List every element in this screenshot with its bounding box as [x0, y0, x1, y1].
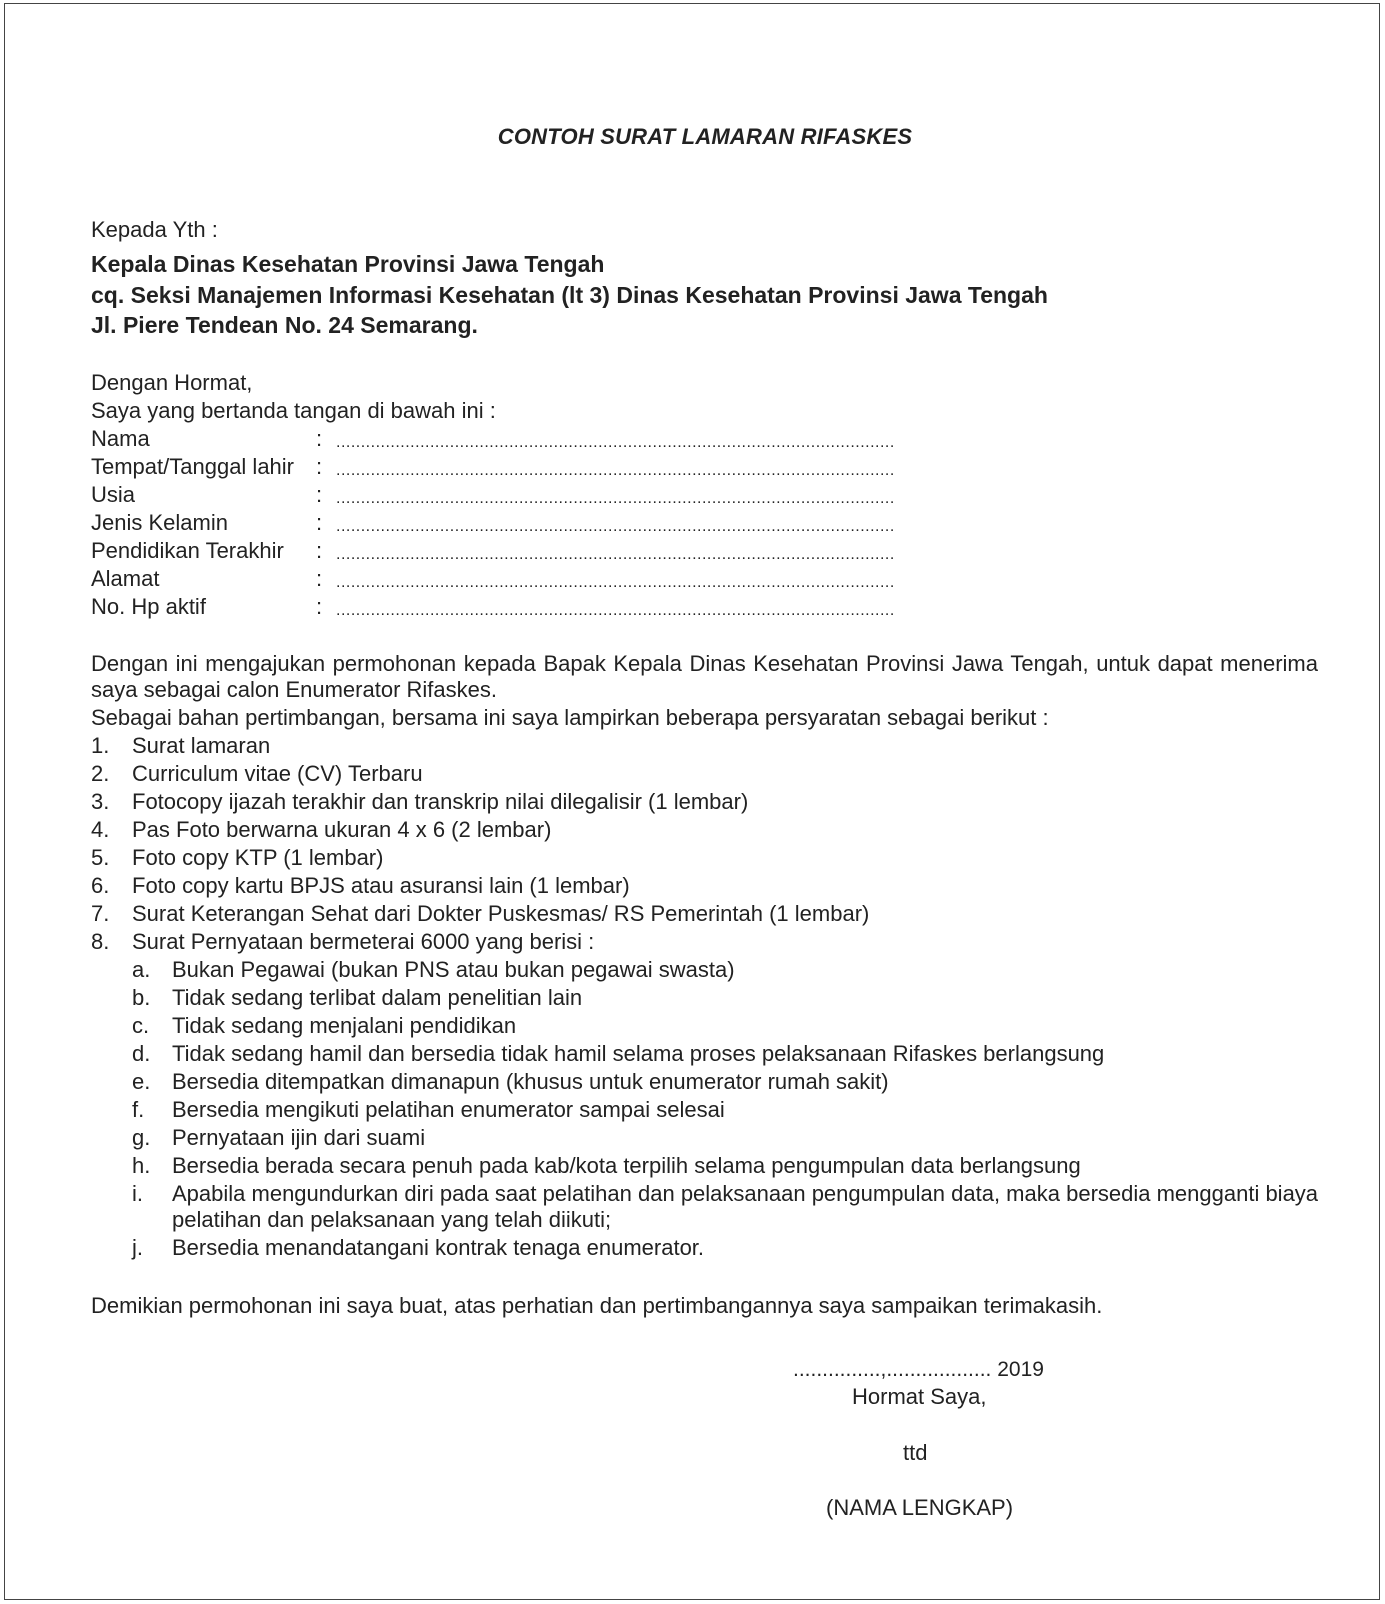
sublist-item: Pernyataan ijin dari suami [172, 1125, 426, 1150]
sublist-item-continuation: pelatihan dan pelaksanaan yang telah diikuti; [172, 1207, 612, 1232]
list-item: Foto copy kartu BPJS atau asuransi lain (1 lembar) [132, 873, 630, 898]
list-item: Surat lamaran [132, 733, 271, 758]
field-blank-alamat: ................................................................................................................. [336, 574, 895, 591]
field-colon: : [316, 594, 323, 619]
field-label-jenis-kelamin: Jenis Kelamin [91, 510, 228, 535]
field-blank-usia: ................................................................................................................. [336, 490, 895, 507]
recipient-line-2: cq. Seksi Manajemen Informasi Kesehatan (lt 3) Dinas Kesehatan Provinsi Jawa Tengah [91, 282, 1048, 308]
field-colon: : [316, 482, 323, 507]
field-colon: : [316, 510, 323, 535]
list-item-number: 6. [91, 873, 110, 898]
sublist-item: Bersedia ditempatkan dimanapun (khusus untuk enumerator rumah sakit) [172, 1069, 889, 1094]
field-blank-jenis-kelamin: ................................................................................................................. [336, 518, 895, 535]
sublist-item-letter: j. [132, 1235, 143, 1260]
sublist-item: Bersedia mengikuti pelatihan enumerator sampai selesai [172, 1097, 725, 1122]
field-label-tempat-tanggal-lahir: Tempat/Tanggal lahir [91, 454, 295, 479]
closing-line: Demikian permohonan ini saya buat, atas perhatian dan pertimbangannya saya sampaikan terimakasih. [91, 1293, 1103, 1318]
list-item: Surat Keterangan Sehat dari Dokter Puskesmas/ RS Pemerintah (1 lembar) [132, 901, 870, 926]
sublist-item-letter: g. [132, 1125, 151, 1150]
field-colon: : [316, 566, 323, 591]
sublist-item: Bersedia menandatangani kontrak tenaga enumerator. [172, 1235, 705, 1260]
field-colon: : [316, 426, 323, 451]
list-item: Surat Pernyataan bermeterai 6000 yang berisi : [132, 929, 595, 954]
sublist-item-letter: b. [132, 985, 151, 1010]
sublist-item: Apabila mengundurkan diri pada saat pelatihan dan pelaksanaan pengumpulan data, maka bersedia mengganti biaya [172, 1181, 1319, 1206]
intro-line: Saya yang bertanda tangan di bawah ini : [91, 398, 496, 423]
sublist-item-letter: e. [132, 1069, 151, 1094]
field-colon: : [316, 454, 323, 479]
signature-name: (NAMA LENGKAP) [826, 1495, 1014, 1520]
recipient-line-1: Kepala Dinas Kesehatan Provinsi Jawa Tengah [91, 251, 605, 277]
attachments-intro: Sebagai bahan pertimbangan, bersama ini saya lampirkan beberapa persyaratan sebagai berikut : [91, 705, 1049, 730]
field-colon: : [316, 538, 323, 563]
list-item-number: 8. [91, 929, 110, 954]
sublist-item: Tidak sedang menjalani pendidikan [172, 1013, 517, 1038]
field-label-usia: Usia [91, 482, 136, 507]
list-item-number: 2. [91, 761, 110, 786]
field-blank-nama: ................................................................................................................. [336, 434, 895, 451]
field-blank-no-hp: ................................................................................................................. [336, 602, 895, 619]
sublist-item: Tidak sedang terlibat dalam penelitian lain [172, 985, 583, 1010]
sublist-item-letter: c. [132, 1013, 150, 1038]
field-label-alamat: Alamat [91, 566, 160, 591]
sublist-item-letter: h. [132, 1153, 151, 1178]
list-item-number: 7. [91, 901, 110, 926]
sublist-item: Bersedia berada secara penuh pada kab/kota terpilih selama pengumpulan data berlangsung [172, 1153, 1081, 1178]
list-item: Pas Foto berwarna ukuran 4 x 6 (2 lembar) [132, 817, 552, 842]
field-label-no-hp: No. Hp aktif [91, 594, 206, 619]
list-item-number: 4. [91, 817, 110, 842]
sublist-item: Bukan Pegawai (bukan PNS atau bukan pegawai swasta) [172, 957, 735, 982]
greeting: Dengan Hormat, [91, 370, 253, 395]
sublist-item-letter: f. [132, 1097, 145, 1122]
signature-regards: Hormat Saya, [852, 1384, 987, 1409]
sublist-item-letter: d. [132, 1041, 151, 1066]
field-label-pendidikan-terakhir: Pendidikan Terakhir [91, 538, 284, 563]
sublist-item: Tidak sedang hamil dan bersedia tidak hamil selama proses pelaksanaan Rifaskes berlangsung [172, 1041, 1105, 1066]
list-item: Curriculum vitae (CV) Terbaru [132, 761, 423, 786]
field-blank-tempat-tanggal-lahir: ................................................................................................................. [336, 462, 895, 479]
list-item-number: 5. [91, 845, 110, 870]
signature-date: ...............,.................. 2019 [793, 1358, 1044, 1381]
field-blank-pendidikan-terakhir: ................................................................................................................. [336, 546, 895, 563]
list-item-number: 1. [91, 733, 110, 758]
list-item: Foto copy KTP (1 lembar) [132, 845, 384, 870]
signature-ttd: ttd [903, 1440, 928, 1465]
document-title: CONTOH SURAT LAMARAN RIFASKES [497, 124, 913, 149]
sublist-item-letter: a. [132, 957, 151, 982]
field-label-nama: Nama [91, 426, 150, 451]
list-item: Fotocopy ijazah terakhir dan transkrip nilai dilegalisir (1 lembar) [132, 789, 749, 814]
recipient-salutation: Kepada Yth : [91, 217, 218, 242]
recipient-line-3: Jl. Piere Tendean No. 24 Semarang. [91, 312, 478, 338]
request-paragraph: Dengan ini mengajukan permohonan kepada Bapak Kepala Dinas Kesehatan Provinsi Jawa Tengah, untuk dapat menerima saya sebagai calon Enumerator Rifaskes. [91, 651, 1318, 702]
sublist-item-letter: i. [132, 1181, 143, 1206]
list-item-number: 3. [91, 789, 110, 814]
